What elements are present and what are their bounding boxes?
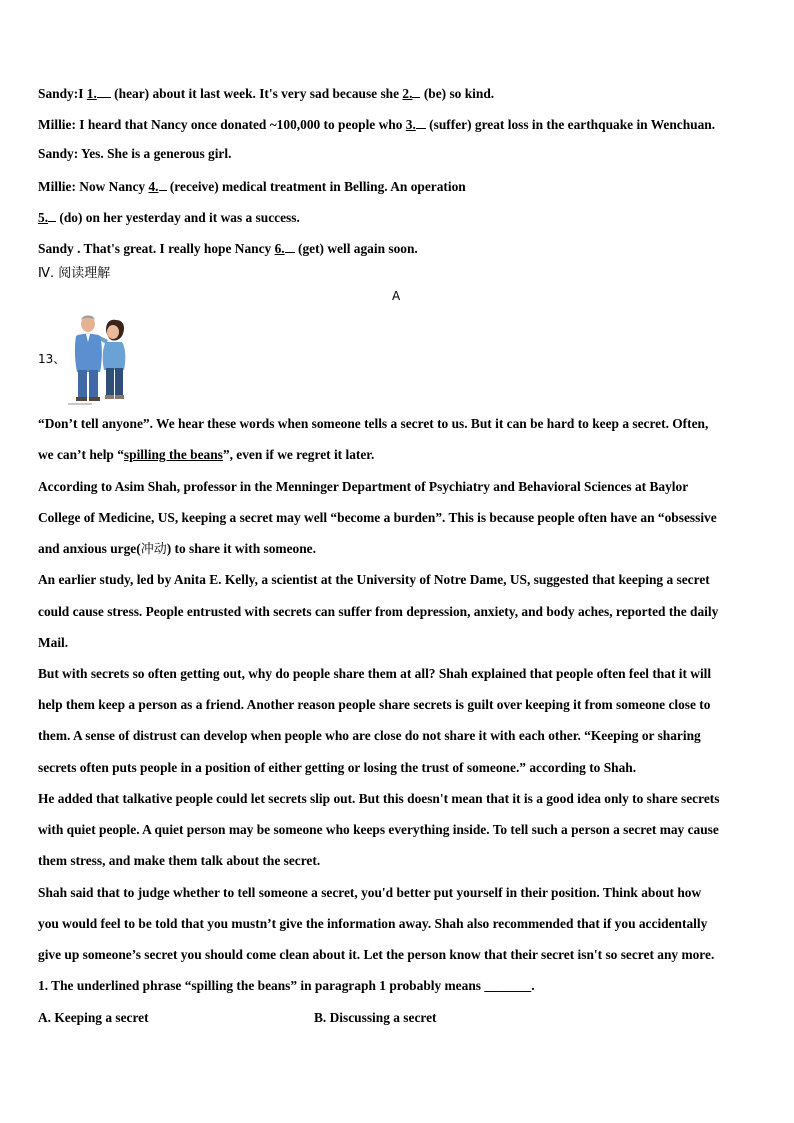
dialogue-line-5 (38, 208, 754, 226)
passage-line: give up someone’s secret you should come clean about it. Let the person know that their secret isn't so secret any more. (38, 947, 715, 962)
passage-line: But with secrets so often getting out, why do people share them at all? Shah explained that people often feel that it will (38, 666, 712, 681)
blank-3[interactable] (416, 115, 426, 129)
blank-5[interactable] (48, 208, 56, 222)
passage-line: you would feel to be told that you mustn’t give the information away. Shah also recommended that if you accidentally (38, 916, 708, 931)
dialogue-line-3: Sandy: Yes. She is a generous girl. (38, 146, 232, 161)
blank-number-6: 6. (274, 241, 285, 256)
passage-text: and anxious urge( (38, 541, 141, 556)
dialogue-text: Sandy:I (38, 86, 87, 101)
dialogue-text: (do) on her yesterday and it was a success. (56, 210, 300, 225)
dialogue-line-6 (38, 239, 754, 257)
passage-label: A (392, 289, 401, 303)
option-b[interactable]: B. Discussing a secret (314, 1010, 437, 1025)
passage-text: ) to share it with someone. (166, 541, 316, 556)
whisper-couple-image (66, 308, 146, 406)
dialogue-text: Millie: I heard that Nancy once donated ~100,000 to people who (38, 117, 406, 132)
question-number: 13、 (38, 352, 66, 366)
dialogue-text: Millie: Now Nancy (38, 179, 149, 194)
passage-line: He added that talkative people could let secrets slip out. But this doesn't mean that it is a good idea only to share secrets (38, 791, 720, 806)
passage-line: could cause stress. People entrusted with secrets can suffer from depression, anxiety, and body aches, reported the daily (38, 604, 719, 619)
dialogue-text: Sandy . That's great. I really hope Nancy (38, 241, 275, 256)
passage-line: College of Medicine, US, keeping a secret may well “become a burden”. This is because people often have an “obsessive (38, 510, 717, 525)
blank-6[interactable] (285, 239, 295, 253)
dialogue-text: (be) so kind. (420, 86, 495, 101)
passage-line: them. A sense of distrust can develop when people who are close do not share it with each other. “Keeping or sharing (38, 728, 701, 743)
blank-4[interactable] (159, 177, 167, 191)
blank-number-2: 2. (402, 86, 413, 101)
section-title: Ⅳ. 阅读理解 (38, 266, 111, 281)
passage-line: with quiet people. A quiet person may be someone who keeps everything inside. To tell such a person a secret may cause (38, 822, 719, 837)
underlined-phrase: spilling the beans (123, 447, 223, 462)
passage-line: “Don’t tell anyone”. We hear these words when someone tells a secret to us. But it can be hard to keep a secret. Often, (38, 416, 709, 431)
passage-line: Mail. (38, 635, 69, 650)
dialogue-line-4 (38, 177, 754, 195)
dialogue-text: (hear) about it last week. It's very sad because she (110, 86, 403, 101)
passage-line: An earlier study, led by Anita E. Kelly, a scientist at the University of Notre Dame, US, suggested that keeping a secret (38, 572, 710, 587)
passage-line (38, 541, 754, 558)
passage-line (38, 447, 754, 463)
passage-text: ”, even if we regret it later. (222, 447, 375, 462)
chinese-gloss: 冲动 (140, 542, 167, 557)
dialogue-text: (get) well again soon. (294, 241, 418, 256)
passage-line: Shah said that to judge whether to tell someone a secret, you'd better put yourself in their position. Think about how (38, 885, 702, 900)
blank-number-5: 5. (38, 210, 49, 225)
passage-line: them stress, and make them talk about the secret. (38, 853, 321, 868)
blank-1[interactable] (97, 84, 111, 98)
passage-line: secrets often puts people in a position of either getting or losing the trust of someone.” according to Shah. (38, 760, 637, 775)
question-stem: 1. The underlined phrase “spilling the beans” in paragraph 1 probably means _______. (38, 978, 535, 993)
dialogue-line-1 (38, 84, 754, 102)
dialogue-text: (receive) medical treatment in Belling. An operation (166, 179, 466, 194)
passage-line: help them keep a person as a friend. Another reason people share secrets is guilt over keeping it from someone close to (38, 697, 711, 712)
blank-number-4: 4. (148, 179, 159, 194)
blank-number-1: 1. (86, 86, 97, 101)
dialogue-text: (suffer) great loss in the earthquake in Wenchuan. (425, 117, 716, 132)
passage-text: we can’t help “ (38, 447, 124, 462)
dialogue-line-2 (38, 115, 754, 133)
blank-number-3: 3. (405, 117, 416, 132)
passage-line: According to Asim Shah, professor in the Menninger Department of Psychiatry and Behavioral Sciences at Baylor (38, 479, 689, 494)
option-a[interactable]: A. Keeping a secret (38, 1010, 149, 1025)
